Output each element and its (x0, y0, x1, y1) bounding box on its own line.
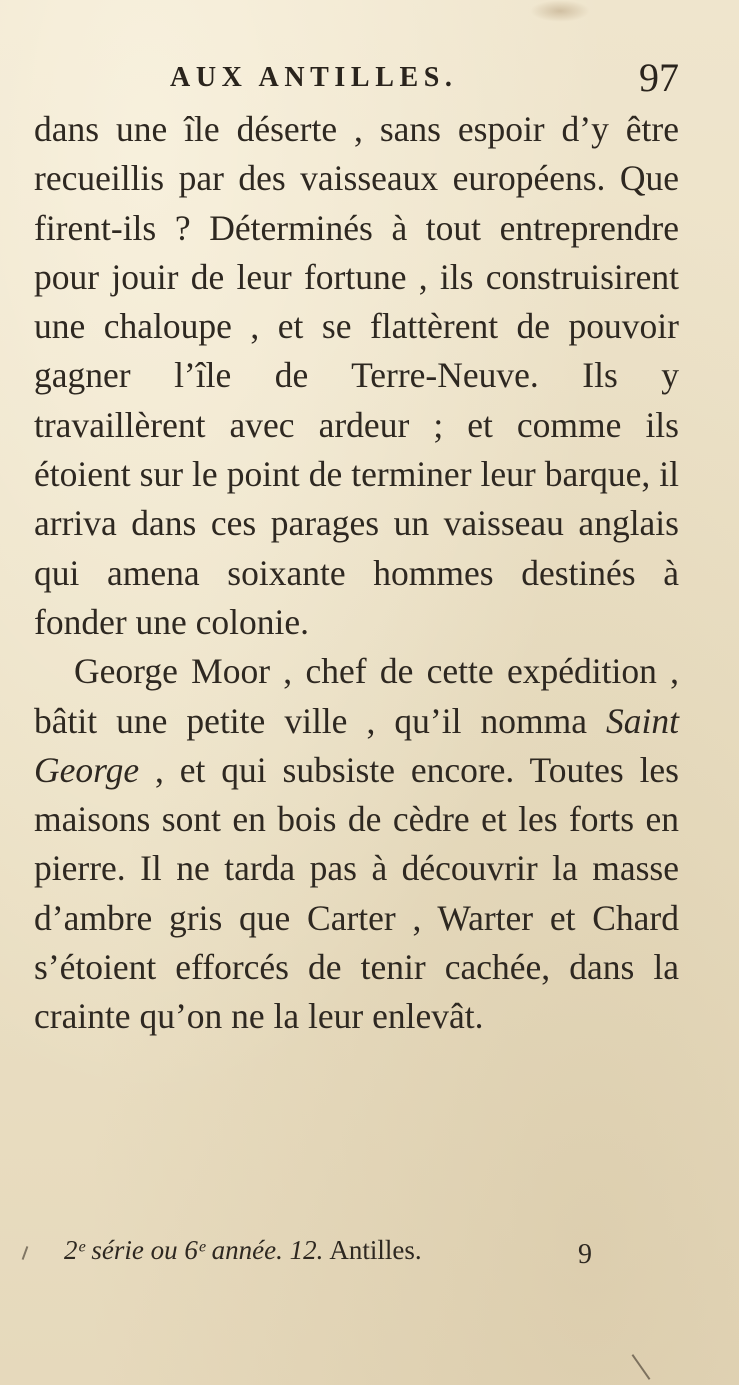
ink-mark (632, 1354, 651, 1380)
body-text (34, 105, 679, 1042)
paragraph-text: George Moor , chef de cette expédition , bâtit une petite ville , qu’il nomma (34, 651, 679, 741)
paper-stain (530, 0, 590, 22)
series-place: Antilles. (329, 1235, 422, 1265)
paragraph (34, 647, 679, 1041)
series-note (64, 1235, 422, 1266)
running-title: AUX ANTILLES. (170, 62, 458, 93)
page-footer (64, 1235, 604, 1275)
signature-mark: 9 (578, 1239, 592, 1270)
series-note-text: 2ᵉ série ou 6ᵉ année. 12. (64, 1235, 324, 1265)
page-header (34, 55, 679, 106)
page-number: 97 (639, 55, 679, 100)
ink-mark (22, 1246, 29, 1260)
paragraph: dans une île déserte , sans espoir d’y être recueillis par des vaisseaux européens. Que firent-ils ? Déterminés à tout entreprendre pour jouir de leur fortune , ils construisirent une chaloupe , et se flattèrent de pouvoir gagner l’île de Terre-Neuve. Ils y travaillèrent avec ardeur ; et comme ils étoient sur le point de terminer leur barque, il arriva dans ces parages un vaisseau anglais qui amena soixante hommes destinés à fonder une colonie. (34, 109, 679, 642)
paragraph-text: , et qui subsiste encore. Toutes les maisons sont en bois de cèdre et les forts en pierre. Il ne tarda pas à découvrir la masse d’ambre gris que Carter , Warter et Chard s’étoient efforcés de tenir cachée, dans la crainte qu’on ne la leur enlevât. (34, 749, 679, 1037)
place-name: Saint George (34, 700, 679, 790)
